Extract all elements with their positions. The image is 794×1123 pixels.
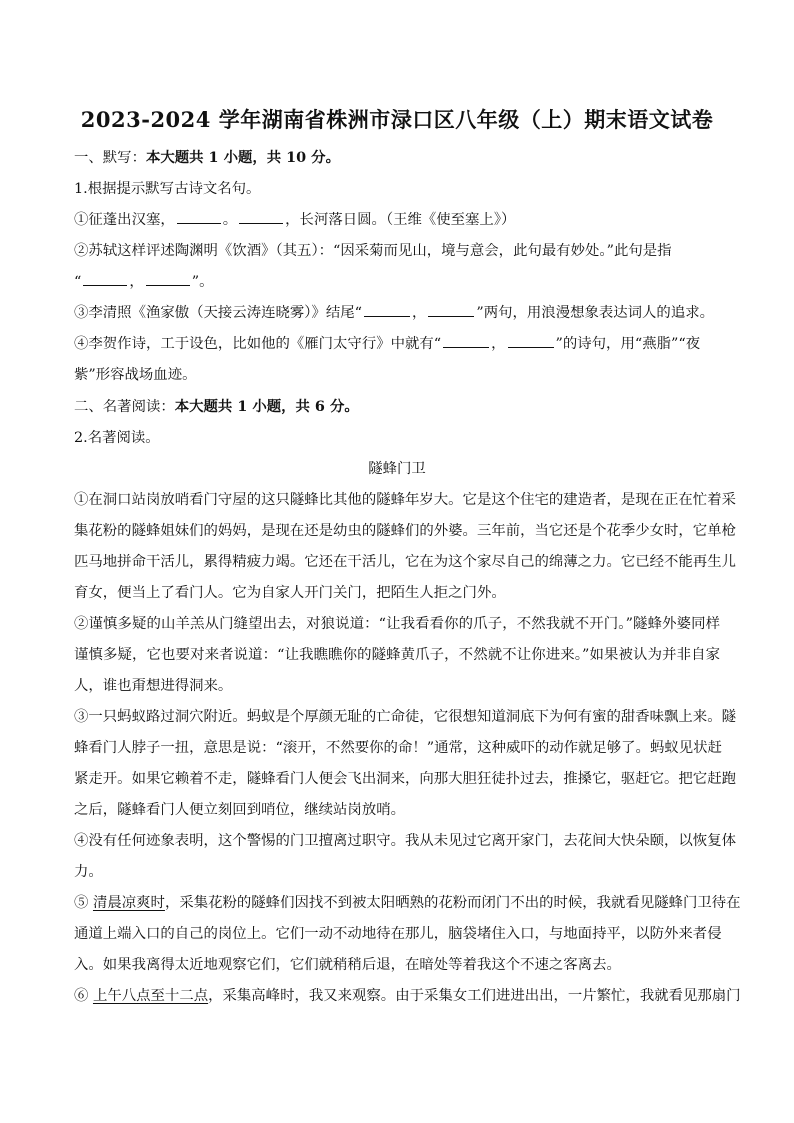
- passage-line: ①在洞口站岗放哨看门守屋的这只隧蜂比其他的隧蜂年岁大。它是这个住宅的建造者，是现在正在忙着采: [74, 492, 736, 508]
- passage-line: [74, 981, 741, 1012]
- q1-item-2-text: “: [74, 274, 82, 290]
- q1-item-4-text: ，: [491, 336, 506, 352]
- question-1-stem: 1.根据提示默写古诗文名句。: [74, 181, 261, 197]
- section-1-info: 本大题共 1 小题，共 10 分。: [145, 149, 340, 166]
- underlined-phrase: 清晨凉爽时: [92, 895, 165, 911]
- q1-item-1-text: 。: [222, 212, 238, 228]
- passage-line: 入。如果我离得太近地观察它们，它们就稍稍后退，在暗处等着我这个不速之客离去。: [74, 957, 621, 973]
- underlined-phrase: 上午八点至十二点: [92, 988, 209, 1004]
- passage-line: 紧走开。如果它赖着不走，隧蜂看门人便会飞出洞来，向那大胆狂徒扑过去，推搡它，驱赶它。把它赶跑: [74, 771, 736, 787]
- passage-line: 之后，隧蜂看门人便立刻回到哨位，继续站岗放哨。: [74, 802, 405, 818]
- question-1-item-3: [74, 298, 720, 329]
- answer-blank[interactable]: [508, 333, 554, 348]
- paragraph-number: ⑤: [74, 895, 93, 911]
- answer-blank[interactable]: [177, 209, 221, 224]
- passage-line: ②谨慎多疑的山羊羔从门缝望出去，对狼说道：“让我看看你的爪子，不然我就不开门。”隧蜂外婆同样: [74, 616, 720, 632]
- question-1-item-2: ②苏轼这样评述陶渊明《饮酒》（其五）：“因采菊而见山，境与意会，此句最有妙处。”此句是指: [74, 243, 672, 259]
- passage-line: 谨慎多疑，它也要对来者说道：“让我瞧瞧你的隧蜂黄爪子，不然就不让你进来。”如果被认为并非自家: [74, 647, 720, 663]
- answer-blank[interactable]: [239, 209, 283, 224]
- answer-blank[interactable]: [364, 302, 410, 317]
- section-2-info: 本大题共 1 小题，共 6 分。: [174, 398, 359, 415]
- passage-line: 力。: [74, 864, 103, 880]
- page-title: 2023-2024 学年湖南省株洲市渌口区八年级（上）期末语文试卷: [80, 107, 714, 132]
- q1-item-4-text: ④李贺作诗，工于设色，比如他的《雁门太守行》中就有“: [74, 336, 442, 352]
- answer-blank[interactable]: [146, 271, 190, 286]
- q1-item-3-text: ③李清照《渔家傲（天接云涛连晓雾）》结尾“: [74, 305, 362, 321]
- answer-blank[interactable]: [83, 271, 127, 286]
- passage-line: 集花粉的隧蜂姐妹们的妈妈，是现在还是幼虫的隧蜂们的外婆。三年前，当它还是个花季少女时，它单枪: [74, 523, 736, 539]
- passage-line: 通道上端入口的自己的岗位上。它们一动不动地待在那儿，脑袋堵住入口，与地面持平，以防外来者侵: [74, 926, 722, 942]
- passage-line: 人，谁也甭想进得洞来。: [74, 678, 233, 694]
- passage-text: ，采集高峰时，我又来观察。由于采集女工们进进出出，一片繁忙，我就看见那扇门: [208, 988, 741, 1004]
- q1-item-3-text: ”两句，用浪漫想象表达词人的追求。: [476, 305, 714, 321]
- passage-line: 匹马地拼命干活儿，累得精疲力竭。它还在干活儿，它在为这个家尽自己的绵薄之力。它已经不能再生儿: [74, 554, 736, 570]
- question-1-item-4-cont: 紫”形容战场血迹。: [74, 367, 197, 383]
- q1-item-1-text: ，长河落日圆。（王维《使至塞上》）: [285, 212, 516, 228]
- passage-line: 蜂看门人脖子一扭，意思是说：“滚开，不然要你的命！”通常，这种威吓的动作就足够了。蚂蚁见状赶: [74, 740, 722, 756]
- question-1-item-4: [74, 329, 720, 360]
- paragraph-number: ⑥: [74, 988, 93, 1004]
- q1-item-4-text: ”的诗句，用“燕脂”“夜: [555, 336, 701, 352]
- exam-content: [74, 142, 741, 1012]
- passage-title: 隧蜂门卫: [368, 461, 426, 477]
- q1-item-3-text: ，: [411, 305, 427, 321]
- q1-item-2-text: ，: [129, 274, 144, 290]
- passage-line: ③一只蚂蚁路过洞穴附近。蚂蚁是个厚颜无耻的亡命徒，它很想知道洞底下为何有蜜的甜香味飘上来。隧: [74, 709, 736, 725]
- q1-item-2-text: ”。: [191, 274, 214, 290]
- section-1-heading: [74, 142, 720, 174]
- passage-line: [74, 888, 741, 919]
- section-2-heading: [74, 391, 720, 423]
- answer-blank[interactable]: [443, 333, 489, 348]
- passage-text: ，采集花粉的隧蜂们因找不到被太阳晒熟的花粉而闭门不出的时候，我就看见隧蜂门卫待在: [164, 895, 741, 911]
- passage-line: 育女，便当上了看门人。它为自家人开门关门，把陌生人拒之门外。: [74, 585, 506, 601]
- passage-line: ④没有任何迹象表明，这个警惕的门卫擅离过职守。我从未见过它离开家门，去花间大快朵颐，以恢复体: [74, 833, 736, 849]
- section-1-prefix: 一、默写：: [74, 150, 146, 166]
- answer-blank[interactable]: [428, 302, 474, 317]
- question-1-item-1: [74, 205, 720, 236]
- question-1-item-2-cont: [74, 267, 720, 298]
- section-2-prefix: 二、名著阅读：: [74, 399, 175, 415]
- question-2-stem: 2.名著阅读。: [74, 430, 160, 446]
- q1-item-1-text: ①征蓬出汉塞，: [74, 212, 175, 228]
